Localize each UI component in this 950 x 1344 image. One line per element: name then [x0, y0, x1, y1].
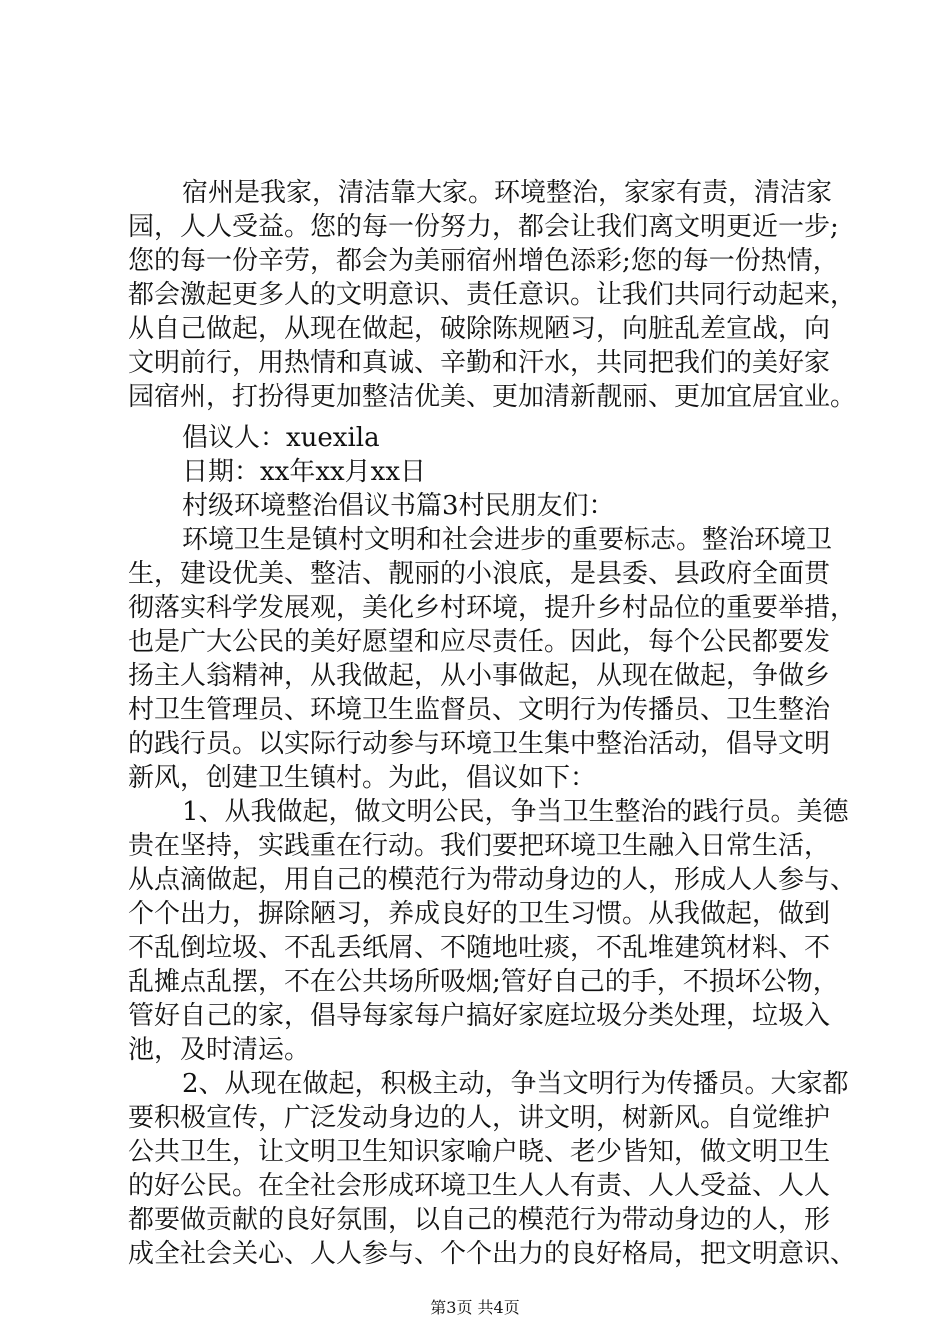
text-line: 文明前行，用热情和真诚、辛勤和汗水，共同把我们的美好家: [128, 348, 831, 378]
text-line: 扬主人翁精神，从我做起，从小事做起，从现在做起，争做乡: [128, 661, 831, 691]
paragraph-1-line: [0, 210, 950, 244]
initiator-text: 倡议人：xuexila: [182, 423, 380, 453]
paragraph-2-line: [0, 625, 950, 659]
text-line: 彻落实科学发展观，美化乡村环境，提升乡村品位的重要举措，: [128, 593, 857, 623]
paragraph-3-line: [0, 829, 950, 863]
text-line: 公共卫生，让文明卫生知识家喻户晓、老少皆知，做文明卫生: [128, 1137, 831, 1167]
text-line: 园，人人受益。您的每一份努力，都会让我们离文明更近一步;: [128, 212, 839, 242]
text-line: 都会激起更多人的文明意识、责任意识。让我们共同行动起来，: [128, 280, 857, 310]
paragraph-4-line: [0, 1203, 950, 1237]
paragraph-3-line: [0, 795, 950, 829]
paragraph-2-line: [0, 557, 950, 591]
paragraph-1-line: [0, 176, 950, 210]
text-line: 池，及时清运。: [128, 1035, 311, 1065]
text-line: 园宿州，打扮得更加整洁优美、更加清新靓丽、更加宜居宜业。: [128, 382, 857, 412]
paragraph-1-line: [0, 244, 950, 278]
section-title: 村级环境整治倡议书篇3村民朋友们：: [182, 491, 615, 521]
text-line: 要积极宣传，广泛发动身边的人，讲文明，树新风。自觉维护: [128, 1103, 831, 1133]
text-line: 您的每一份辛劳，都会为美丽宿州增色添彩;您的每一份热情，: [128, 246, 839, 276]
paragraph-4-line: [0, 1237, 950, 1271]
paragraph-1-line: [0, 346, 950, 380]
date-text: 日期：xx年xx月xx日: [182, 457, 426, 487]
text-line: 管好自己的家，倡导每家每户搞好家庭垃圾分类处理，垃圾入: [128, 1001, 831, 1031]
paragraph-1-line: [0, 278, 950, 312]
text-line: 环境卫生是镇村文明和社会进步的重要标志。整治环境卫: [182, 525, 833, 555]
text-line: 的践行员。以实际行动参与环境卫生集中整治活动，倡导文明: [128, 729, 831, 759]
paragraph-3-line: [0, 1033, 950, 1067]
section-title-line: [0, 489, 950, 523]
initiator-line: [0, 421, 950, 455]
paragraph-4-line: [0, 1067, 950, 1101]
paragraph-3-line: [0, 965, 950, 999]
paragraph-2-line: [0, 523, 950, 557]
text-line: 个个出力，摒除陋习，养成良好的卫生习惯。从我做起，做到: [128, 899, 831, 929]
text-line: 成全社会关心、人人参与、个个出力的良好格局，把文明意识、: [128, 1239, 857, 1269]
paragraph-1-line: [0, 312, 950, 346]
text-line: 从自己做起，从现在做起，破除陈规陋习，向脏乱差宣战，向: [128, 314, 831, 344]
paragraph-3-line: [0, 897, 950, 931]
text-line: 从点滴做起，用自己的模范行为带动身边的人，形成人人参与、: [128, 865, 857, 895]
page-indicator: 第3页 共4页: [430, 1298, 520, 1317]
text-line: 宿州是我家，清洁靠大家。环境整治，家家有责，清洁家: [182, 178, 833, 208]
paragraph-4-line: [0, 1135, 950, 1169]
text-line: 1、从我做起，做文明公民，争当卫生整治的践行员。美德: [182, 797, 849, 827]
paragraph-2-line: [0, 591, 950, 625]
text-line: 生，建设优美、整洁、靓丽的小浪底，是县委、县政府全面贯: [128, 559, 831, 589]
paragraph-3-line: [0, 931, 950, 965]
text-line: 不乱倒垃圾、不乱丢纸屑、不随地吐痰，不乱堆建筑材料、不: [128, 933, 831, 963]
paragraph-2-line: [0, 659, 950, 693]
text-line: 贵在坚持，实践重在行动。我们要把环境卫生融入日常生活，: [128, 831, 831, 861]
paragraph-2-line: [0, 693, 950, 727]
date-line: [0, 455, 950, 489]
paragraph-2-line: [0, 761, 950, 795]
text-line: 2、从现在做起，积极主动，争当文明行为传播员。大家都: [182, 1069, 849, 1099]
paragraph-3-line: [0, 999, 950, 1033]
text-line: 都要做贡献的良好氛围，以自己的模范行为带动身边的人，形: [128, 1205, 831, 1235]
text-line: 村卫生管理员、环境卫生监督员、文明行为传播员、卫生整治: [128, 695, 831, 725]
paragraph-2-line: [0, 727, 950, 761]
paragraph-3-line: [0, 863, 950, 897]
paragraph-1-line: [0, 380, 950, 414]
text-line: 新风，创建卫生镇村。为此，倡议如下：: [128, 763, 597, 793]
text-line: 乱摊点乱摆，不在公共场所吸烟;管好自己的手，不损坏公物，: [128, 967, 839, 997]
text-line: 也是广大公民的美好愿望和应尽责任。因此，每个公民都要发: [128, 627, 831, 657]
text-line: 的好公民。在全社会形成环境卫生人人有责、人人受益、人人: [128, 1171, 831, 1201]
paragraph-4-line: [0, 1101, 950, 1135]
paragraph-4-line: [0, 1169, 950, 1203]
